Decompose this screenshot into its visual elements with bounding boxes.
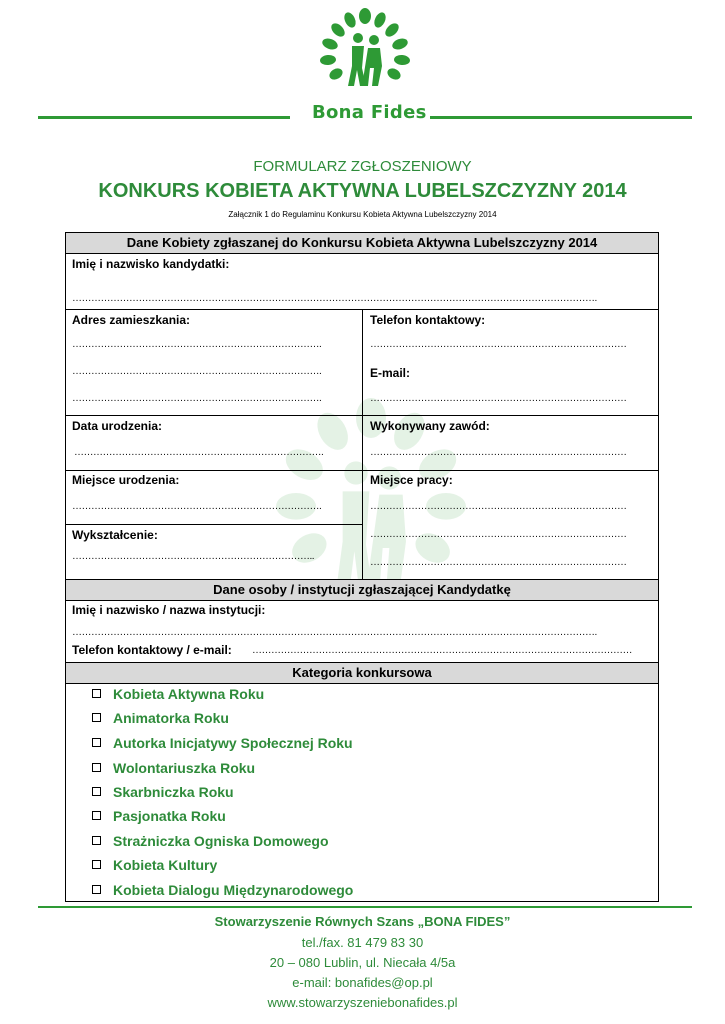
category-option-2[interactable]: Animatorka Roku bbox=[92, 710, 229, 726]
checkbox[interactable] bbox=[92, 860, 101, 869]
workplace-label: Miejsce pracy: bbox=[370, 473, 453, 487]
birthdate-label: Data urodzenia: bbox=[72, 419, 163, 433]
nominator-name-field[interactable]: …………………………………………………………………………………………………………………………………………………. bbox=[72, 627, 597, 638]
footer-phone: tel./fax. 81 479 83 30 bbox=[301, 935, 424, 950]
checkbox[interactable] bbox=[92, 885, 101, 894]
address-field-3[interactable]: ……………………………………………………………………. bbox=[72, 393, 322, 404]
birthplace-field[interactable]: ……………………………………………………………………. bbox=[72, 501, 322, 512]
email-field[interactable]: ……………………………………………………………………… bbox=[370, 393, 627, 404]
category-option-1[interactable]: Kobieta Aktywna Roku bbox=[92, 686, 264, 702]
checkbox[interactable] bbox=[92, 811, 101, 820]
category-option-6[interactable]: Pasjonatka Roku bbox=[92, 808, 226, 824]
nominator-contact-label: Telefon kontaktowy / e-mail: bbox=[72, 643, 232, 657]
birthdate-field[interactable]: ……………………………………………………………………. bbox=[74, 447, 324, 458]
email-label: E-mail: bbox=[370, 366, 411, 380]
category-option-3[interactable]: Autorka Inicjatywy Społecznej Roku bbox=[92, 735, 353, 751]
workplace-field-3[interactable]: ……………………………………………………………………… bbox=[370, 557, 627, 568]
category-option-5[interactable]: Skarbniczka Roku bbox=[92, 784, 234, 800]
address-field-1[interactable]: ……………………………………………………………………. bbox=[72, 339, 322, 350]
category-option-9[interactable]: Kobieta Dialogu Międzynarodowego bbox=[92, 882, 353, 898]
section-candidate-header: Dane Kobiety zgłaszanej do Konkursu Kobieta Aktywna Lubelszczyzny 2014 bbox=[66, 233, 658, 254]
divider bbox=[66, 470, 658, 471]
checkbox[interactable] bbox=[92, 836, 101, 845]
profession-field[interactable]: ……………………………………………………………………… bbox=[370, 447, 627, 458]
candidate-name-field[interactable]: …………………………………………………………………………………………………………………………………………………. bbox=[72, 293, 597, 304]
annex-note: Załącznik 1 do Regulaminu Konkursu Kobieta Aktywna Lubelszczyzny 2014 bbox=[228, 210, 497, 219]
nominator-name-label: Imię i nazwisko / nazwa instytucji: bbox=[72, 603, 266, 617]
column-divider bbox=[362, 310, 363, 580]
profession-label: Wykonywany zawód: bbox=[370, 419, 490, 433]
form-title: FORMULARZ ZGŁOSZENIOWY bbox=[253, 158, 472, 175]
nominator-contact-field[interactable]: ………………………………………………………………………………………………………… bbox=[252, 645, 632, 656]
bona-fides-logo-icon bbox=[300, 8, 430, 90]
footer-email[interactable]: e-mail: bonafides@op.pl bbox=[292, 975, 433, 990]
footer-website[interactable]: www.stowarzyszeniebonafides.pl bbox=[267, 995, 458, 1010]
phone-field[interactable]: ……………………………………………………………………… bbox=[370, 339, 627, 350]
address-field-2[interactable]: ……………………………………………………………………. bbox=[72, 366, 322, 377]
checkbox[interactable] bbox=[92, 713, 101, 722]
contest-title: KONKURS KOBIETA AKTYWNA LUBELSZCZYZNY 2014 bbox=[98, 180, 627, 202]
checkbox[interactable] bbox=[92, 738, 101, 747]
workplace-field-1[interactable]: ……………………………………………………………………… bbox=[370, 501, 627, 512]
workplace-field-2[interactable]: ……………………………………………………………………… bbox=[370, 529, 627, 540]
address-label: Adres zamieszkania: bbox=[72, 313, 191, 327]
checkbox[interactable] bbox=[92, 689, 101, 698]
section-nominator-header: Dane osoby / instytucji zgłaszającej Kandydatkę bbox=[66, 580, 658, 601]
footer-address: 20 – 080 Lublin, ul. Niecała 4/5a bbox=[269, 955, 456, 970]
education-label: Wykształcenie: bbox=[72, 528, 158, 542]
category-option-4[interactable]: Wolontariuszka Roku bbox=[92, 760, 255, 776]
footer-rule bbox=[38, 906, 692, 908]
section-category-header: Kategoria konkursowa bbox=[66, 663, 658, 684]
birthplace-label: Miejsce urodzenia: bbox=[72, 473, 180, 487]
divider bbox=[66, 524, 362, 525]
phone-label: Telefon kontaktowy: bbox=[370, 313, 486, 327]
footer-org: Stowarzyszenie Równych Szans „BONA FIDES” bbox=[214, 914, 511, 929]
category-option-7[interactable]: Strażniczka Ogniska Domowego bbox=[92, 833, 329, 849]
category-option-8[interactable]: Kobieta Kultury bbox=[92, 857, 217, 873]
divider bbox=[66, 415, 658, 416]
candidate-name-label: Imię i nazwisko kandydatki: bbox=[72, 257, 230, 271]
checkbox[interactable] bbox=[92, 787, 101, 796]
checkbox[interactable] bbox=[92, 763, 101, 772]
brand-name: Bona Fides bbox=[312, 102, 427, 123]
education-field[interactable]: ………………………………………………………………….. bbox=[72, 551, 315, 562]
application-form bbox=[65, 232, 659, 902]
